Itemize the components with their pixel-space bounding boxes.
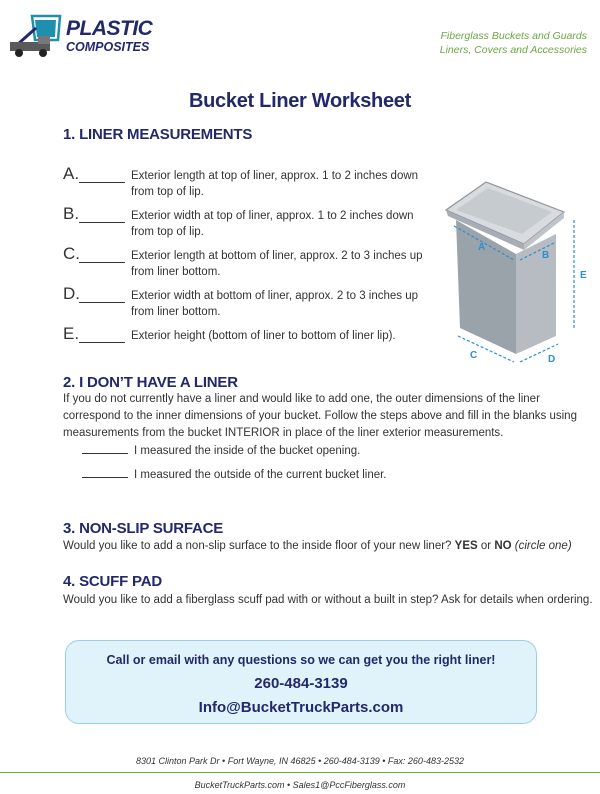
diagram-label-a: A bbox=[478, 242, 486, 253]
section3-heading: 3. NON-SLIP SURFACE bbox=[63, 520, 224, 537]
option-blank[interactable] bbox=[82, 477, 128, 478]
cta-phone[interactable]: 260-484-3139 bbox=[254, 675, 348, 692]
measurement-row-a bbox=[63, 164, 433, 204]
contact-callout bbox=[65, 640, 537, 724]
section4-heading: 4. SCUFF PAD bbox=[63, 573, 162, 590]
yes-option[interactable]: YES bbox=[454, 540, 478, 552]
measurement-letter: C. bbox=[63, 244, 80, 263]
measurement-text: Exterior width at bottom of liner, approx. 2 to 3 inches up from liner bottom. bbox=[131, 290, 419, 318]
cta-message: Call or email with any questions so we can get you the right liner! bbox=[106, 653, 496, 667]
section2-body: If you do not currently have a liner and would like to add one, the outer dimensions of the liner correspond to the inner dimensions of your bucket. Follow the steps above and fill in the blanks using measurements from the bucket INTERIOR in place of the liner exterior measurements. bbox=[63, 393, 577, 439]
measurement-blank-e[interactable] bbox=[79, 342, 125, 343]
measurement-text: Exterior width at top of liner, approx. 1 to 2 inches down from top of lip. bbox=[131, 210, 414, 238]
footer-web: BucketTruckParts.com • Sales1@PccFiberglass.com bbox=[194, 780, 406, 790]
no-option[interactable]: NO bbox=[494, 540, 512, 552]
liner-diagram bbox=[438, 168, 598, 368]
or-text: or bbox=[480, 540, 492, 552]
logo-text-plastic: PLASTIC bbox=[66, 17, 153, 40]
diagram-label-e: E bbox=[580, 270, 587, 281]
section3-question-line bbox=[63, 538, 593, 555]
diagram-label-b: B bbox=[542, 250, 550, 261]
footer-divider bbox=[0, 772, 600, 773]
footer-address: 8301 Clinton Park Dr • Fort Wayne, IN 46825 • 260-484-3139 • Fax: 260-483-2532 bbox=[136, 756, 464, 766]
measurement-blank-c[interactable] bbox=[79, 262, 125, 263]
page-title: Bucket Liner Worksheet bbox=[189, 90, 411, 112]
circle-one-note: (circle one) bbox=[514, 540, 572, 552]
diagram-label-c: C bbox=[470, 350, 478, 361]
measurement-row-e bbox=[63, 324, 433, 364]
measurement-letter: E. bbox=[63, 324, 80, 343]
measurement-blank-b[interactable] bbox=[79, 222, 125, 223]
section1-heading: 1. LINER MEASUREMENTS bbox=[63, 126, 253, 143]
section4-question: Would you like to add a fiberglass scuff pad with or without a built in step? Ask for details when ordering. bbox=[63, 594, 593, 606]
measurement-letter: D. bbox=[63, 284, 80, 303]
option-label: I measured the inside of the bucket opening. bbox=[134, 445, 361, 457]
option-inside-opening bbox=[82, 445, 482, 463]
tagline-line1: Fiberglass Buckets and Guards bbox=[440, 30, 587, 42]
measurement-row-d bbox=[63, 284, 433, 324]
tagline-line2: Liners, Covers and Accessories bbox=[439, 44, 587, 56]
measurement-blank-d[interactable] bbox=[79, 302, 125, 303]
bucket-truck-logo-icon bbox=[10, 14, 70, 60]
measurement-text: Exterior length at top of liner, approx. 1 to 2 inches down from top of lip. bbox=[131, 170, 419, 198]
section3-question: Would you like to add a non-slip surface to the inside floor of your new liner? bbox=[63, 540, 452, 552]
measurement-row-b bbox=[63, 204, 433, 244]
option-label: I measured the outside of the current bucket liner. bbox=[134, 469, 387, 481]
measurement-text: Exterior height (bottom of liner to bottom of liner lip). bbox=[131, 330, 396, 342]
section2-heading: 2. I DON’T HAVE A LINER bbox=[63, 374, 238, 391]
measurement-letter: A. bbox=[63, 164, 80, 183]
cta-email-link[interactable]: Info@BucketTruckParts.com bbox=[198, 699, 404, 716]
diagram-label-d: D bbox=[548, 354, 556, 365]
measurement-blank-a[interactable] bbox=[79, 182, 125, 183]
measurement-row-c bbox=[63, 244, 433, 284]
measurement-letter: B. bbox=[63, 204, 80, 223]
option-outside-liner bbox=[82, 469, 482, 487]
option-blank[interactable] bbox=[82, 453, 128, 454]
logo-text-composites: COMPOSITES bbox=[66, 40, 150, 54]
measurement-text: Exterior length at bottom of liner, approx. 2 to 3 inches up from liner bottom. bbox=[131, 250, 423, 278]
